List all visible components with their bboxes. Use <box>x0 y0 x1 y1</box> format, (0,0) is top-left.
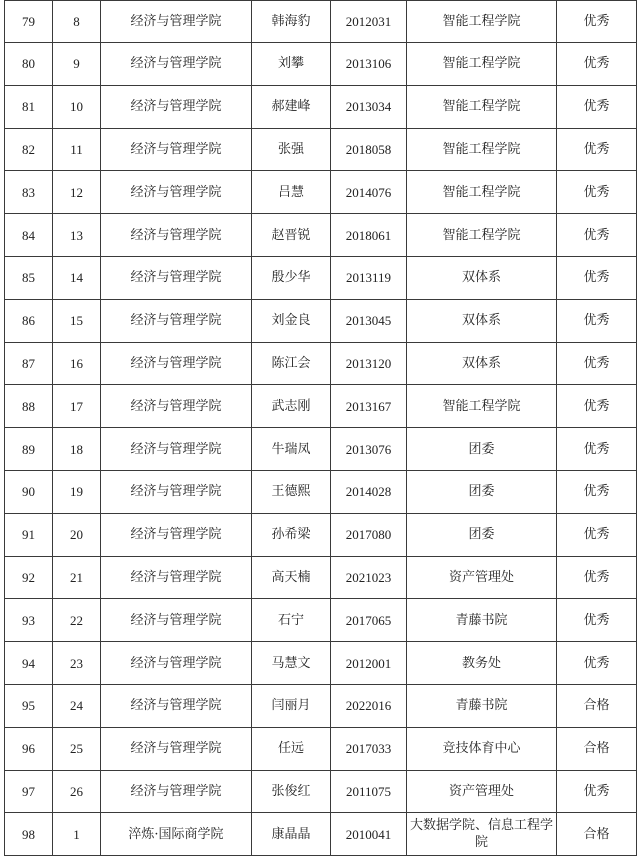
table-row <box>5 214 637 257</box>
cell-rating: 优秀 <box>557 770 637 813</box>
cell-college: 经济与管理学院 <box>101 556 252 599</box>
cell-index: 8 <box>53 1 101 43</box>
cell-seq: 91 <box>5 513 53 556</box>
cell-seq: 98 <box>5 813 53 856</box>
cell-index: 17 <box>53 385 101 428</box>
cell-rating: 优秀 <box>557 1 637 43</box>
cell-index: 18 <box>53 428 101 471</box>
cell-id: 2013120 <box>331 342 407 385</box>
cell-index: 11 <box>53 128 101 171</box>
cell-id: 2013034 <box>331 85 407 128</box>
cell-index: 20 <box>53 513 101 556</box>
cell-id: 2010041 <box>331 813 407 856</box>
cell-rating: 合格 <box>557 684 637 727</box>
cell-college: 经济与管理学院 <box>101 470 252 513</box>
table-row <box>5 385 637 428</box>
table-row <box>5 299 637 342</box>
table-body <box>5 1 637 856</box>
cell-college: 淬炼·国际商学院 <box>101 813 252 856</box>
cell-dept: 智能工程学院 <box>407 214 557 257</box>
cell-college: 经济与管理学院 <box>101 642 252 685</box>
cell-college: 经济与管理学院 <box>101 128 252 171</box>
cell-name: 孙希梁 <box>252 513 331 556</box>
table-row <box>5 770 637 813</box>
cell-dept: 教务处 <box>407 642 557 685</box>
cell-index: 22 <box>53 599 101 642</box>
cell-seq: 88 <box>5 385 53 428</box>
cell-id: 2013076 <box>331 428 407 471</box>
cell-id: 2021023 <box>331 556 407 599</box>
cell-name: 刘攀 <box>252 43 331 86</box>
cell-rating: 优秀 <box>557 642 637 685</box>
cell-college: 经济与管理学院 <box>101 214 252 257</box>
cell-name: 郝建峰 <box>252 85 331 128</box>
cell-dept: 团委 <box>407 513 557 556</box>
cell-seq: 92 <box>5 556 53 599</box>
cell-seq: 82 <box>5 128 53 171</box>
cell-dept: 资产管理处 <box>407 556 557 599</box>
cell-dept: 智能工程学院 <box>407 385 557 428</box>
cell-id: 2011075 <box>331 770 407 813</box>
cell-id: 2018058 <box>331 128 407 171</box>
cell-index: 15 <box>53 299 101 342</box>
cell-id: 2014076 <box>331 171 407 214</box>
cell-college: 经济与管理学院 <box>101 342 252 385</box>
cell-college: 经济与管理学院 <box>101 256 252 299</box>
cell-name: 吕慧 <box>252 171 331 214</box>
cell-name: 武志刚 <box>252 385 331 428</box>
cell-id: 2018061 <box>331 214 407 257</box>
cell-name: 马慧文 <box>252 642 331 685</box>
cell-dept: 青藤书院 <box>407 599 557 642</box>
results-table <box>4 0 637 856</box>
cell-index: 26 <box>53 770 101 813</box>
table-row <box>5 727 637 770</box>
cell-index: 16 <box>53 342 101 385</box>
cell-dept: 智能工程学院 <box>407 85 557 128</box>
table-row <box>5 813 637 856</box>
cell-index: 21 <box>53 556 101 599</box>
cell-seq: 94 <box>5 642 53 685</box>
cell-name: 任远 <box>252 727 331 770</box>
cell-rating: 优秀 <box>557 470 637 513</box>
cell-id: 2013119 <box>331 256 407 299</box>
table-row <box>5 1 637 43</box>
cell-rating: 优秀 <box>557 428 637 471</box>
cell-dept: 大数据学院、信息工程学院 <box>407 813 557 856</box>
cell-seq: 83 <box>5 171 53 214</box>
cell-name: 陈江会 <box>252 342 331 385</box>
cell-name: 闫丽月 <box>252 684 331 727</box>
cell-id: 2013045 <box>331 299 407 342</box>
cell-rating: 优秀 <box>557 256 637 299</box>
table-row <box>5 171 637 214</box>
cell-index: 14 <box>53 256 101 299</box>
cell-rating: 优秀 <box>557 599 637 642</box>
cell-dept: 双体系 <box>407 299 557 342</box>
cell-college: 经济与管理学院 <box>101 727 252 770</box>
cell-name: 张俊红 <box>252 770 331 813</box>
cell-dept: 资产管理处 <box>407 770 557 813</box>
cell-dept: 双体系 <box>407 256 557 299</box>
cell-seq: 96 <box>5 727 53 770</box>
cell-id: 2013167 <box>331 385 407 428</box>
cell-rating: 优秀 <box>557 513 637 556</box>
cell-dept: 双体系 <box>407 342 557 385</box>
cell-index: 1 <box>53 813 101 856</box>
table-row <box>5 43 637 86</box>
cell-id: 2013106 <box>331 43 407 86</box>
cell-rating: 优秀 <box>557 385 637 428</box>
cell-seq: 81 <box>5 85 53 128</box>
cell-rating: 优秀 <box>557 342 637 385</box>
cell-college: 经济与管理学院 <box>101 513 252 556</box>
cell-seq: 84 <box>5 214 53 257</box>
cell-name: 殷少华 <box>252 256 331 299</box>
cell-rating: 合格 <box>557 813 637 856</box>
cell-dept: 智能工程学院 <box>407 1 557 43</box>
cell-rating: 优秀 <box>557 556 637 599</box>
cell-rating: 优秀 <box>557 214 637 257</box>
cell-name: 韩海豹 <box>252 1 331 43</box>
cell-rating: 优秀 <box>557 299 637 342</box>
cell-dept: 团委 <box>407 470 557 513</box>
cell-college: 经济与管理学院 <box>101 85 252 128</box>
cell-name: 张强 <box>252 128 331 171</box>
cell-seq: 86 <box>5 299 53 342</box>
cell-college: 经济与管理学院 <box>101 599 252 642</box>
cell-college: 经济与管理学院 <box>101 43 252 86</box>
cell-seq: 97 <box>5 770 53 813</box>
cell-college: 经济与管理学院 <box>101 171 252 214</box>
cell-dept: 青藤书院 <box>407 684 557 727</box>
cell-index: 25 <box>53 727 101 770</box>
cell-seq: 79 <box>5 1 53 43</box>
cell-rating: 优秀 <box>557 171 637 214</box>
cell-college: 经济与管理学院 <box>101 299 252 342</box>
cell-name: 刘金良 <box>252 299 331 342</box>
cell-id: 2017033 <box>331 727 407 770</box>
table-row <box>5 470 637 513</box>
cell-name: 牛瑞凤 <box>252 428 331 471</box>
cell-rating: 优秀 <box>557 128 637 171</box>
cell-id: 2022016 <box>331 684 407 727</box>
cell-name: 康晶晶 <box>252 813 331 856</box>
table-row <box>5 256 637 299</box>
cell-index: 9 <box>53 43 101 86</box>
cell-index: 12 <box>53 171 101 214</box>
table-row <box>5 642 637 685</box>
cell-index: 10 <box>53 85 101 128</box>
cell-id: 2012031 <box>331 1 407 43</box>
cell-college: 经济与管理学院 <box>101 770 252 813</box>
cell-name: 高天楠 <box>252 556 331 599</box>
cell-id: 2012001 <box>331 642 407 685</box>
cell-dept: 竞技体育中心 <box>407 727 557 770</box>
cell-name: 赵晋锐 <box>252 214 331 257</box>
cell-rating: 优秀 <box>557 85 637 128</box>
cell-name: 王德熙 <box>252 470 331 513</box>
cell-seq: 90 <box>5 470 53 513</box>
cell-index: 19 <box>53 470 101 513</box>
cell-dept: 智能工程学院 <box>407 128 557 171</box>
cell-seq: 89 <box>5 428 53 471</box>
table-row <box>5 342 637 385</box>
table-row <box>5 428 637 471</box>
cell-college: 经济与管理学院 <box>101 428 252 471</box>
cell-index: 13 <box>53 214 101 257</box>
cell-name: 石宁 <box>252 599 331 642</box>
cell-dept: 团委 <box>407 428 557 471</box>
table-row <box>5 513 637 556</box>
cell-seq: 85 <box>5 256 53 299</box>
cell-seq: 95 <box>5 684 53 727</box>
cell-rating: 合格 <box>557 727 637 770</box>
cell-seq: 87 <box>5 342 53 385</box>
cell-dept: 智能工程学院 <box>407 171 557 214</box>
table-row <box>5 684 637 727</box>
cell-college: 经济与管理学院 <box>101 385 252 428</box>
cell-seq: 93 <box>5 599 53 642</box>
cell-dept: 智能工程学院 <box>407 43 557 86</box>
cell-college: 经济与管理学院 <box>101 684 252 727</box>
cell-college: 经济与管理学院 <box>101 1 252 43</box>
table-row <box>5 85 637 128</box>
table-row <box>5 599 637 642</box>
table-row <box>5 128 637 171</box>
cell-id: 2017065 <box>331 599 407 642</box>
table-row <box>5 556 637 599</box>
cell-seq: 80 <box>5 43 53 86</box>
cell-index: 23 <box>53 642 101 685</box>
cell-id: 2014028 <box>331 470 407 513</box>
cell-id: 2017080 <box>331 513 407 556</box>
cell-rating: 优秀 <box>557 43 637 86</box>
cell-index: 24 <box>53 684 101 727</box>
